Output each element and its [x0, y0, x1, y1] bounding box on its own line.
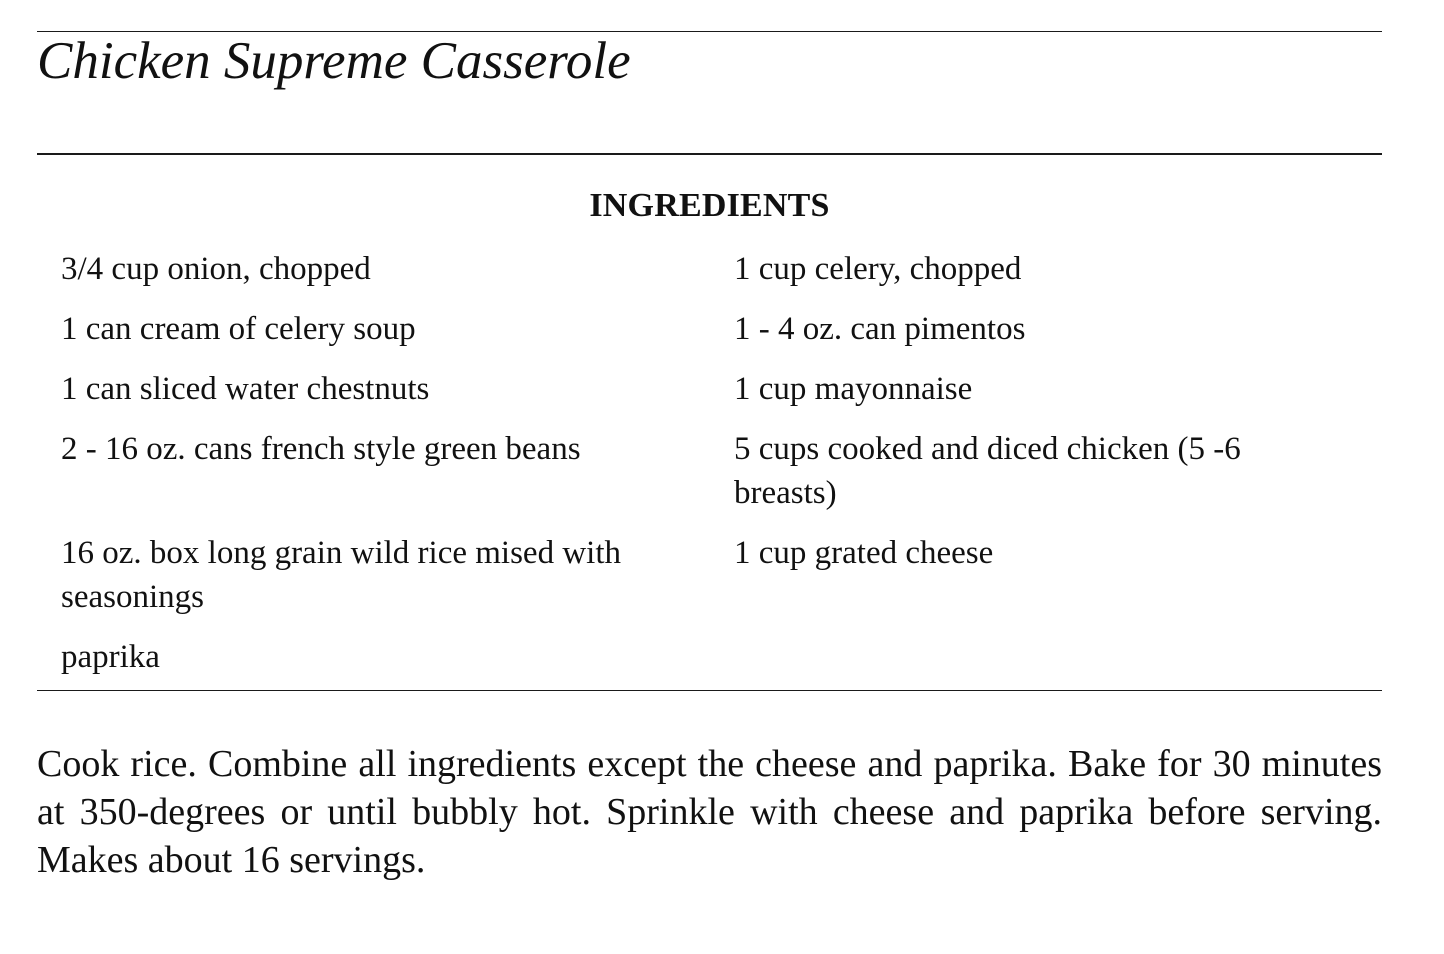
ingredient-item: 3/4 cup onion, chopped	[61, 251, 371, 287]
ingredient-item: 1 - 4 oz. can pimentos	[734, 311, 1026, 347]
ingredient-item: 2 - 16 oz. cans french style green beans	[61, 431, 581, 467]
ingredients-heading: INGREDIENTS	[589, 187, 830, 224]
ingredients-divider	[37, 690, 1382, 691]
ingredient-item: 1 cup mayonnaise	[734, 371, 973, 407]
ingredient-item: paprika	[61, 639, 160, 675]
recipe-title: Chicken Supreme Casserole	[37, 32, 631, 90]
title-divider	[37, 153, 1382, 155]
ingredient-item: 1 cup grated cheese	[734, 535, 994, 571]
ingredient-item: 16 oz. box long grain wild rice mised with seasonings	[61, 535, 621, 615]
ingredients-list	[61, 247, 1361, 679]
ingredient-item: 1 can sliced water chestnuts	[61, 371, 430, 407]
ingredient-item: 1 cup celery, chopped	[734, 251, 1022, 287]
ingredient-item: 1 can cream of celery soup	[61, 311, 416, 347]
ingredient-item-empty	[734, 635, 1344, 679]
ingredient-item: 5 cups cooked and diced chicken (5 -6 breasts)	[734, 431, 1241, 511]
recipe-instructions: Cook rice. Combine all ingredients except the cheese and paprika. Bake for 30 minutes at 350-degrees or until bubbly hot. Sprinkle with cheese and paprika before serving. Makes about 16 servings.	[37, 743, 1382, 881]
